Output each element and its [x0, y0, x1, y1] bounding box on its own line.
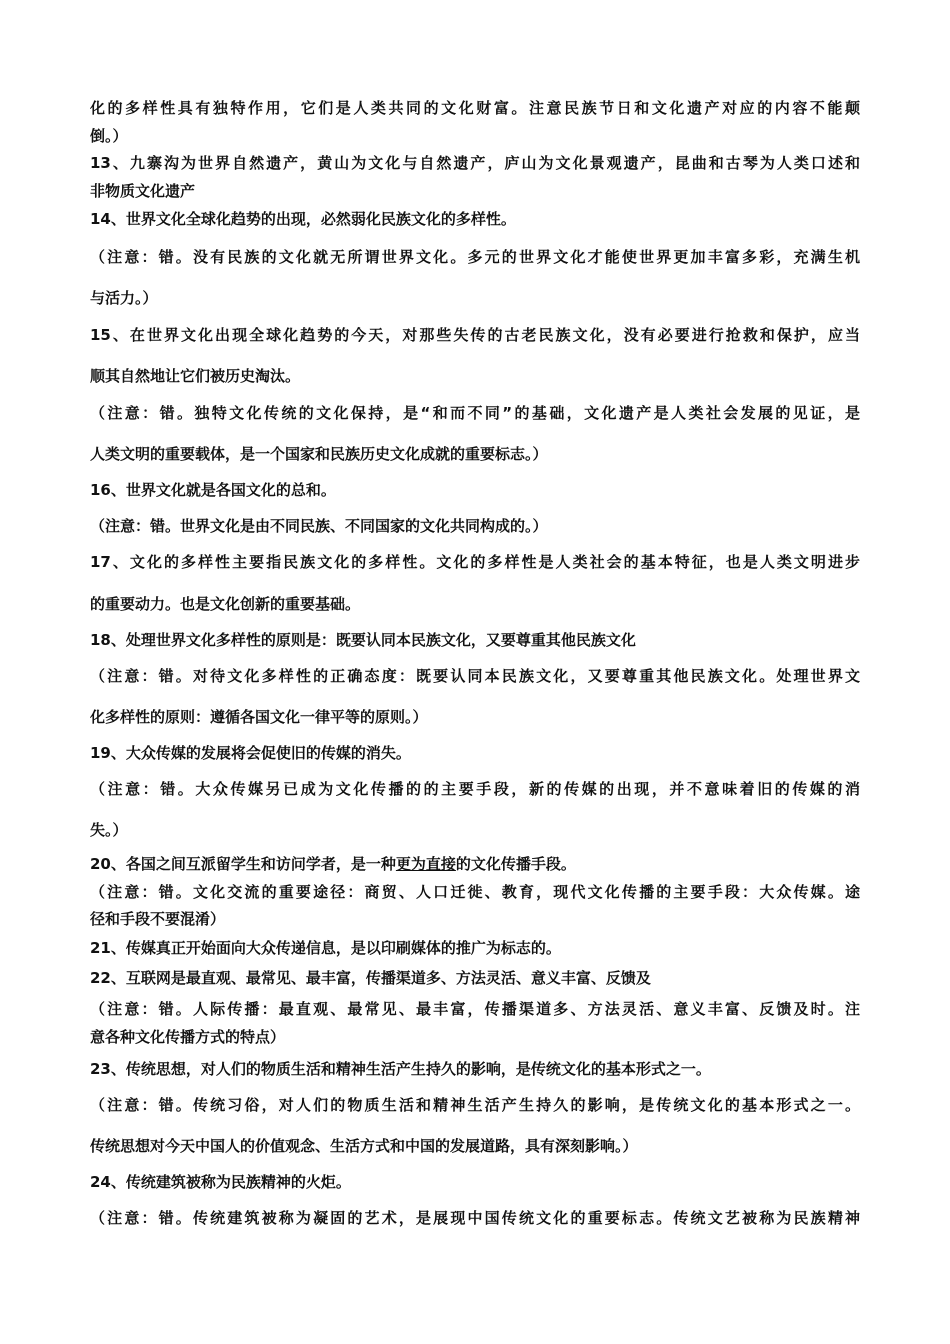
text-line: 失。） [90, 821, 128, 839]
text-line: 化的多样性具有独特作用，它们是人类共同的文化财富。注意民族节日和文化遗产对应的内容不能颠 [90, 99, 860, 117]
text-fragment: 20、各国之间互派留学生和访问学者，是一种 [90, 855, 396, 873]
text-line: 17、文化的多样性主要指民族文化的多样性。文化的多样性是人类社会的基本特征，也是人类文明进步 [90, 553, 860, 571]
text-line: （注意：错。传统建筑被称为凝固的艺术，是展现中国传统文化的重要标志。传统文艺被称为民族精神 [90, 1209, 860, 1227]
text-line: 非物质文化遗产 [90, 182, 196, 200]
text-line: （注意：错。人际传播：最直观、最常见、最丰富，传播渠道多、方法灵活、意义丰富、反馈及时。注 [90, 1000, 860, 1018]
text-line: （注意：错。没有民族的文化就无所谓世界文化。多元的世界文化才能使世界更加丰富多彩，充满生机 [90, 248, 860, 266]
text-line: 14、世界文化全球化趋势的出现，必然弱化民族文化的多样性。 [90, 210, 516, 228]
text-line: （注意：错。独特文化传统的文化保持，是“和而不同”的基础，文化遗产是人类社会发展的见证，是 [90, 404, 860, 422]
text-line: （注意：错。世界文化是由不同民族、不同国家的文化共同构成的。） [90, 517, 548, 535]
text-line: 径和手段不要混淆） [90, 910, 226, 928]
text-line: 18、处理世界文化多样性的原则是：既要认同本民族文化，又要尊重其他民族文化 [90, 631, 636, 649]
text-line: 人类文明的重要载体，是一个国家和民族历史文化成就的重要标志。） [90, 445, 548, 463]
text-line: 24、传统建筑被称为民族精神的火炬。 [90, 1173, 351, 1191]
text-line: （注意：错。对待文化多样性的正确态度：既要认同本民族文化，又要尊重其他民族文化。处理世界文 [90, 667, 860, 685]
text-line: （注意：错。大众传媒另已成为文化传播的的主要手段，新的传媒的出现，并不意味着旧的传媒的消 [90, 780, 860, 798]
text-line: 与活力。） [90, 289, 158, 307]
text-line: 22、互联网是最直观、最常见、最丰富，传播渠道多、方法灵活、意义丰富、反馈及 [90, 969, 651, 987]
text-line: 化多样性的原则：遵循各国文化一律平等的原则。） [90, 708, 428, 726]
text-line: 23、传统思想，对人们的物质生活和精神生活产生持久的影响，是传统文化的基本形式之一。 [90, 1060, 711, 1078]
underlined-text: 更为直接 [395, 855, 456, 873]
text-line: 19、大众传媒的发展将会促使旧的传媒的消失。 [90, 744, 411, 762]
text-line: 倒。） [90, 127, 128, 145]
text-line: 16、世界文化就是各国文化的总和。 [90, 481, 336, 499]
text-line: （注意：错。传统习俗，对人们的物质生活和精神生活产生持久的影响，是传统文化的基本形式之一。 [90, 1096, 860, 1114]
text-line: 13、九寨沟为世界自然遗产，黄山为文化与自然遗产，庐山为文化景观遗产，昆曲和古琴为人类口述和 [90, 154, 860, 172]
text-line: 15、在世界文化出现全球化趋势的今天，对那些失传的古老民族文化，没有必要进行抢救和保护，应当 [90, 326, 860, 344]
text-fragment: 的文化传播手段。 [455, 855, 576, 873]
text-line: 21、传媒真正开始面向大众传递信息，是以印刷媒体的推广为标志的。 [90, 939, 561, 957]
text-line: 意各种文化传播方式的特点） [90, 1028, 286, 1046]
text-line [90, 853, 860, 875]
text-line: （注意：错。文化交流的重要途径：商贸、人口迁徙、教育，现代文化传播的主要手段：大众传媒。途 [90, 883, 860, 901]
text-line: 传统思想对今天中国人的价值观念、生活方式和中国的发展道路，具有深刻影响。） [90, 1137, 638, 1155]
text-line: 顺其自然地让它们被历史淘汰。 [90, 367, 301, 385]
text-line: 的重要动力。也是文化创新的重要基础。 [90, 595, 361, 613]
